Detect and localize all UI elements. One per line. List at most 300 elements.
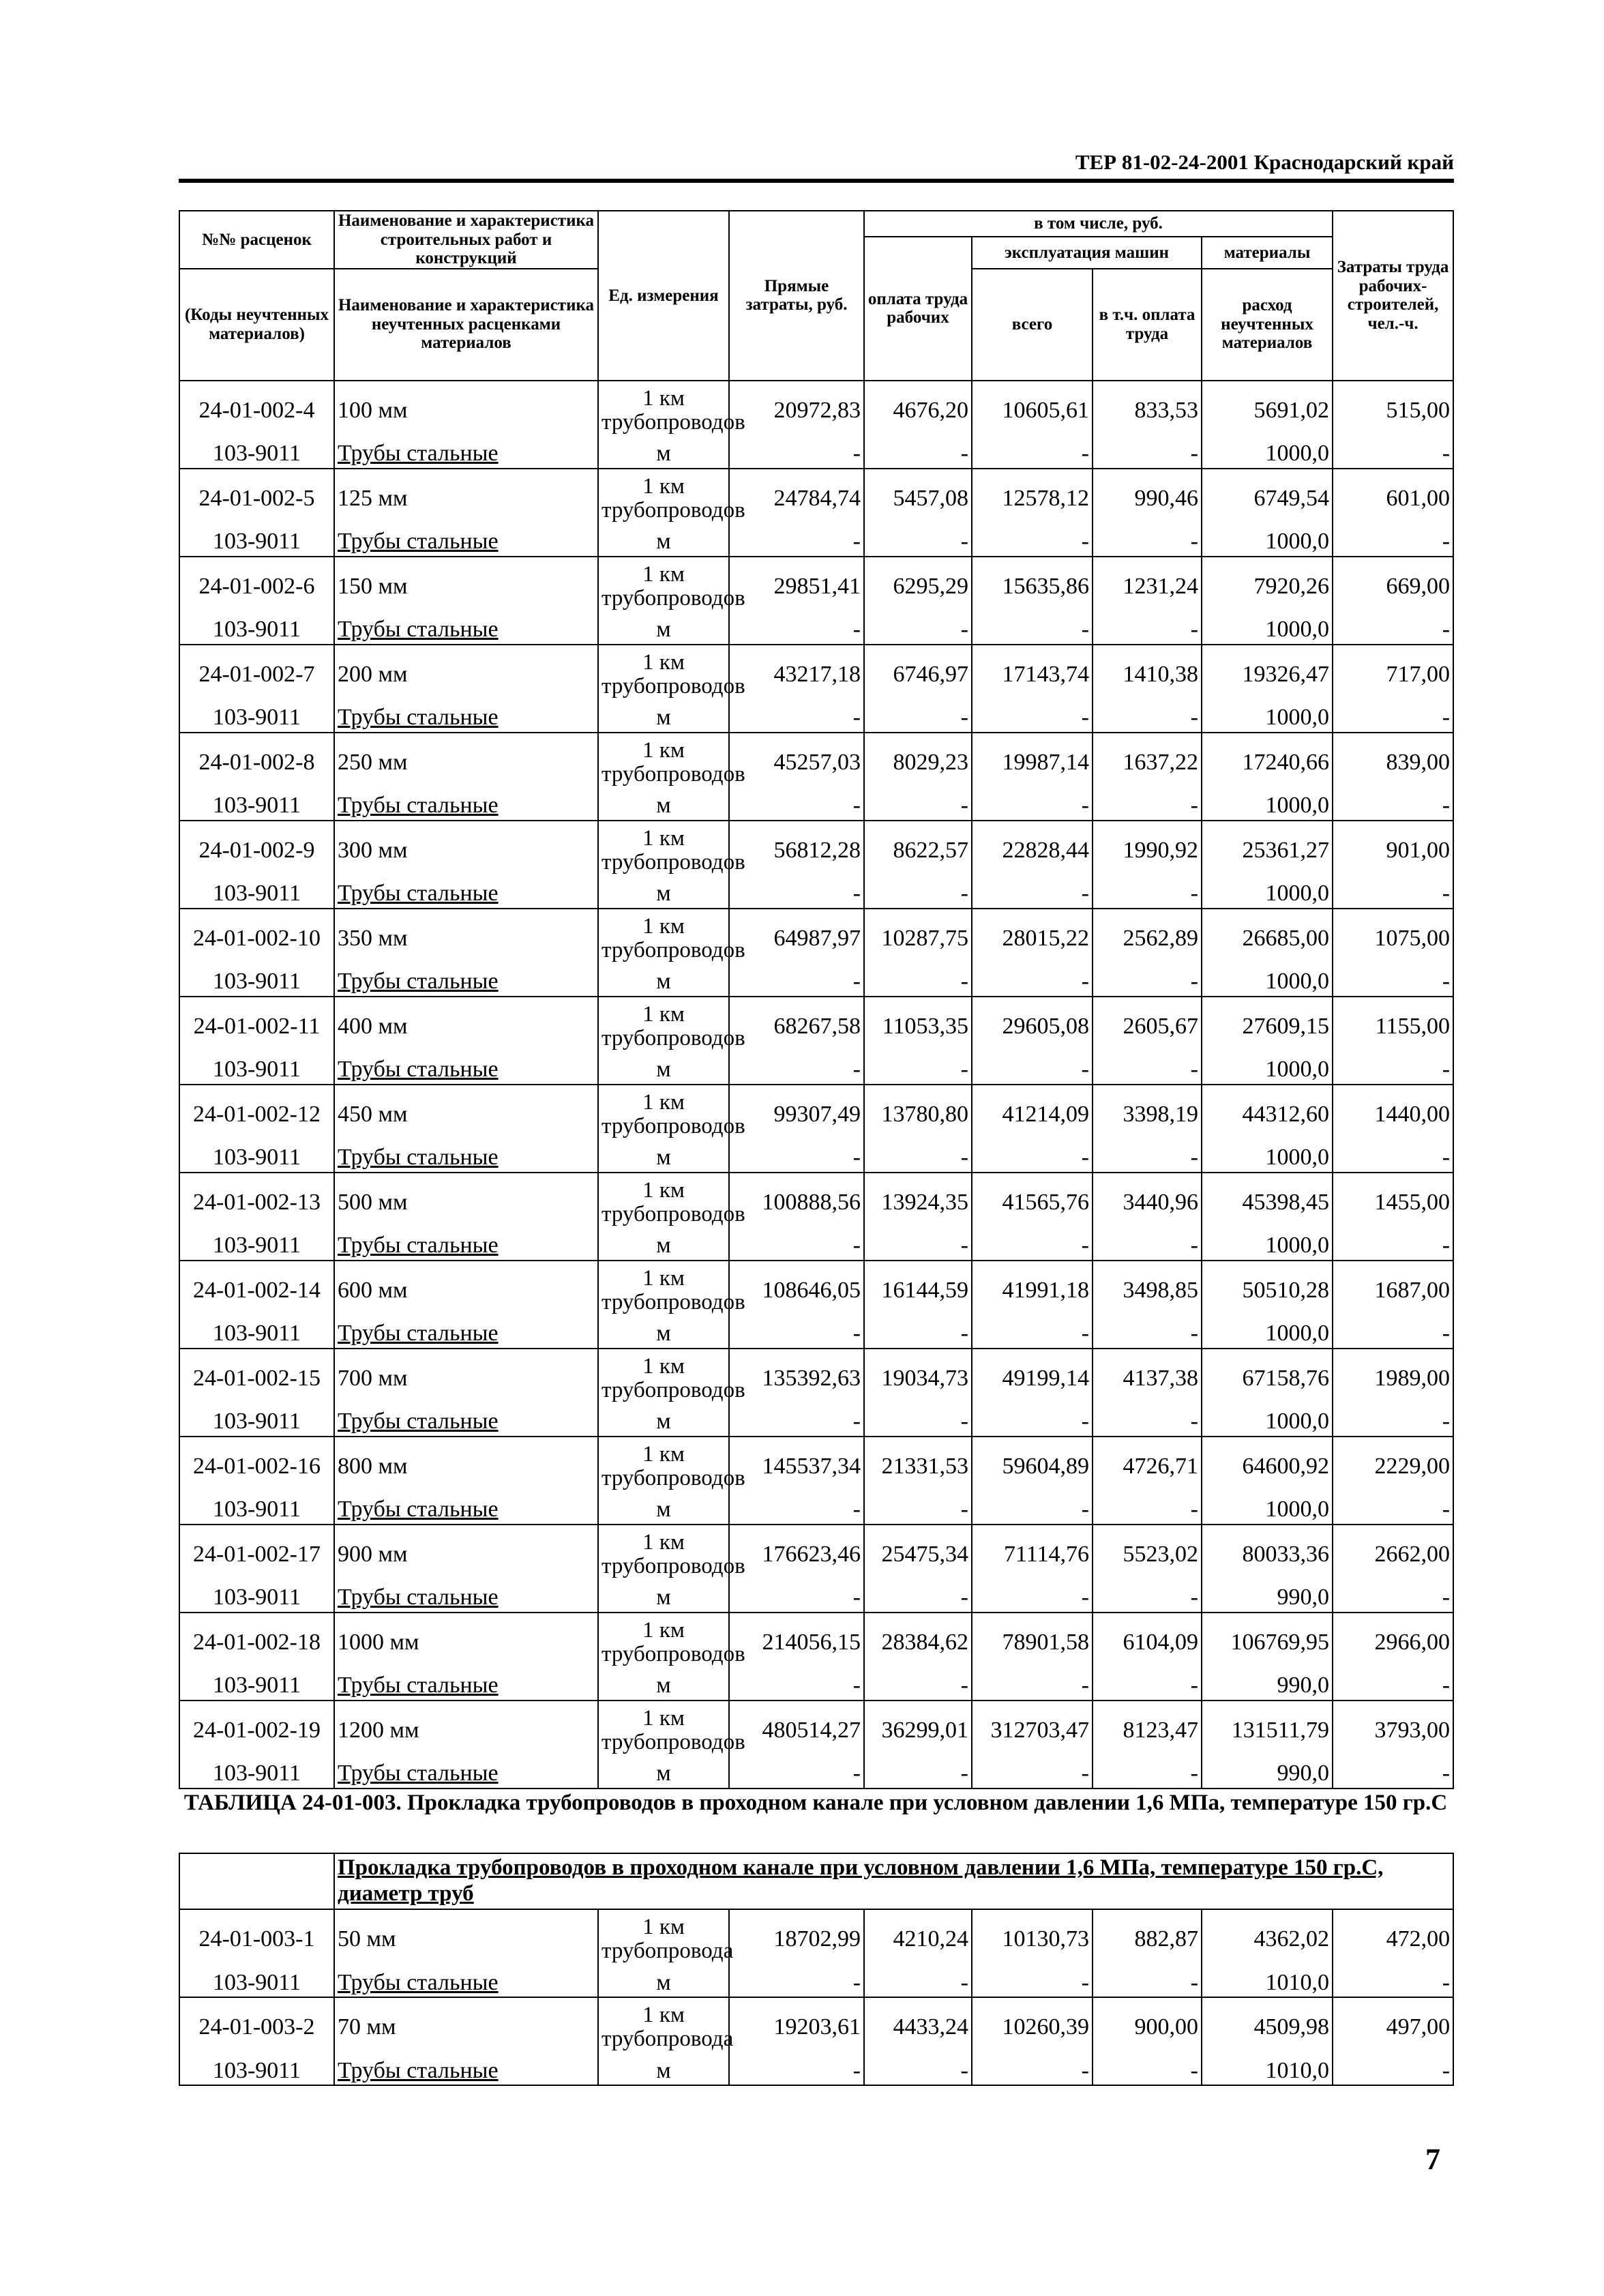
material-name: Трубы стальные	[334, 1232, 598, 1261]
table-body-003	[179, 1853, 1453, 2085]
material-unit: м	[598, 616, 729, 645]
material-machines-wages: -	[1093, 1584, 1202, 1613]
material-consumption: 990,0	[1202, 1672, 1333, 1701]
materials: 4362,02	[1202, 1909, 1333, 1969]
direct-costs: 24784,74	[729, 469, 864, 528]
material-wages: -	[864, 528, 972, 557]
work-name: 70 мм	[334, 1997, 598, 2057]
materials: 4509,98	[1202, 1997, 1333, 2057]
materials: 19326,47	[1202, 645, 1333, 704]
material-consumption: 1000,0	[1202, 704, 1333, 733]
materials: 45398,45	[1202, 1173, 1333, 1232]
material-unit: м	[598, 1232, 729, 1261]
machines-total: 10260,39	[972, 1997, 1093, 2057]
material-wages: -	[864, 1056, 972, 1085]
material-labor: -	[1333, 1144, 1453, 1173]
rate-code: 24-01-002-19	[179, 1701, 334, 1760]
material-labor: -	[1333, 1496, 1453, 1525]
material-row	[179, 616, 1453, 645]
direct-costs: 176623,46	[729, 1525, 864, 1584]
table-row	[179, 1349, 1453, 1408]
machines-wages: 1637,22	[1093, 733, 1202, 792]
wages: 28384,62	[864, 1613, 972, 1672]
material-machines-wages: -	[1093, 1408, 1202, 1437]
material-name: Трубы стальные	[334, 1056, 598, 1085]
material-unit: м	[598, 440, 729, 469]
material-consumption: 1000,0	[1202, 528, 1333, 557]
material-consumption: 1000,0	[1202, 616, 1333, 645]
direct-costs: 145537,34	[729, 1437, 864, 1496]
material-wages: -	[864, 1969, 972, 1997]
labor-costs: 717,00	[1333, 645, 1453, 704]
unit: 1 км трубопроводов	[598, 1613, 729, 1672]
machines-wages: 2605,67	[1093, 997, 1202, 1056]
material-consumption: 1000,0	[1202, 1056, 1333, 1085]
direct-costs: 29851,41	[729, 557, 864, 616]
machines-total: 29605,08	[972, 997, 1093, 1056]
material-code: 103-9011	[179, 1969, 334, 1997]
material-machines-wages: -	[1093, 704, 1202, 733]
material-machines-total: -	[972, 880, 1093, 909]
material-row	[179, 1969, 1453, 1997]
rate-code: 24-01-003-1	[179, 1909, 334, 1969]
unit: 1 км трубопроводов	[598, 909, 729, 968]
direct-costs: 99307,49	[729, 1085, 864, 1144]
material-consumption: 990,0	[1202, 1760, 1333, 1789]
machines-wages: 990,46	[1093, 469, 1202, 528]
labor-costs: 1075,00	[1333, 909, 1453, 968]
material-machines-wages: -	[1093, 1320, 1202, 1349]
direct-costs: 64987,97	[729, 909, 864, 968]
material-machines-wages: -	[1093, 440, 1202, 469]
header-machines-wages: в т.ч. оплата труда	[1093, 269, 1202, 381]
machines-total: 10130,73	[972, 1909, 1093, 1969]
machines-total: 41565,76	[972, 1173, 1093, 1232]
table-body	[179, 381, 1453, 1789]
material-row	[179, 1144, 1453, 1173]
material-wages: -	[864, 616, 972, 645]
materials: 27609,15	[1202, 997, 1333, 1056]
material-unit: м	[598, 1969, 729, 1997]
wages: 4210,24	[864, 1909, 972, 1969]
materials: 7920,26	[1202, 557, 1333, 616]
table-row	[179, 909, 1453, 968]
material-code: 103-9011	[179, 528, 334, 557]
materials: 67158,76	[1202, 1349, 1333, 1408]
material-labor: -	[1333, 1672, 1453, 1701]
material-code: 103-9011	[179, 1056, 334, 1085]
material-wages: -	[864, 1672, 972, 1701]
table-row	[179, 645, 1453, 704]
material-code: 103-9011	[179, 1232, 334, 1261]
wages: 16144,59	[864, 1261, 972, 1320]
labor-costs: 2229,00	[1333, 1437, 1453, 1496]
material-name: Трубы стальные	[334, 1672, 598, 1701]
machines-wages: 3398,19	[1093, 1085, 1202, 1144]
machines-total: 22828,44	[972, 821, 1093, 880]
machines-total: 59604,89	[972, 1437, 1093, 1496]
material-row	[179, 968, 1453, 997]
material-labor: -	[1333, 792, 1453, 821]
material-name: Трубы стальные	[334, 1496, 598, 1525]
machines-total: 15635,86	[972, 557, 1093, 616]
material-row	[179, 1232, 1453, 1261]
rate-code: 24-01-002-5	[179, 469, 334, 528]
material-consumption: 1000,0	[1202, 1232, 1333, 1261]
material-machines-total: -	[972, 440, 1093, 469]
work-name: 400 мм	[334, 997, 598, 1056]
material-name: Трубы стальные	[334, 528, 598, 557]
work-name: 1000 мм	[334, 1613, 598, 1672]
direct-costs: 45257,03	[729, 733, 864, 792]
material-row	[179, 792, 1453, 821]
material-direct: -	[729, 792, 864, 821]
wages: 19034,73	[864, 1349, 972, 1408]
material-name: Трубы стальные	[334, 1320, 598, 1349]
material-name: Трубы стальные	[334, 1408, 598, 1437]
material-wages: -	[864, 1760, 972, 1789]
work-name: 300 мм	[334, 821, 598, 880]
machines-wages: 3440,96	[1093, 1173, 1202, 1232]
direct-costs: 135392,63	[729, 1349, 864, 1408]
material-direct: -	[729, 528, 864, 557]
direct-costs: 20972,83	[729, 381, 864, 440]
material-wages: -	[864, 1232, 972, 1261]
header-code-bottom: (Коды неучтенных материалов)	[179, 269, 334, 381]
work-name: 125 мм	[334, 469, 598, 528]
machines-total: 41214,09	[972, 1085, 1093, 1144]
material-consumption: 1000,0	[1202, 1144, 1333, 1173]
material-direct: -	[729, 1760, 864, 1789]
material-name: Трубы стальные	[334, 1584, 598, 1613]
materials: 17240,66	[1202, 733, 1333, 792]
unit: 1 км трубопровода	[598, 1997, 729, 2057]
material-labor: -	[1333, 1760, 1453, 1789]
rate-code: 24-01-002-16	[179, 1437, 334, 1496]
table-row	[179, 1437, 1453, 1496]
direct-costs: 19203,61	[729, 1997, 864, 2057]
material-consumption: 1000,0	[1202, 1408, 1333, 1437]
rates-table	[179, 210, 1454, 1789]
machines-wages: 4137,38	[1093, 1349, 1202, 1408]
material-row	[179, 440, 1453, 469]
rate-code: 24-01-002-8	[179, 733, 334, 792]
unit: 1 км трубопроводов	[598, 381, 729, 440]
material-machines-total: -	[972, 1232, 1093, 1261]
machines-wages: 4726,71	[1093, 1437, 1202, 1496]
material-machines-total: -	[972, 1672, 1093, 1701]
work-name: 700 мм	[334, 1349, 598, 1408]
machines-total: 49199,14	[972, 1349, 1093, 1408]
work-name: 150 мм	[334, 557, 598, 616]
table-row	[179, 1997, 1453, 2057]
material-labor: -	[1333, 880, 1453, 909]
material-name: Трубы стальные	[334, 440, 598, 469]
materials: 80033,36	[1202, 1525, 1333, 1584]
rate-code: 24-01-002-6	[179, 557, 334, 616]
work-name: 500 мм	[334, 1173, 598, 1232]
rate-code: 24-01-002-7	[179, 645, 334, 704]
material-code: 103-9011	[179, 1584, 334, 1613]
material-unit: м	[598, 1672, 729, 1701]
labor-costs: 2966,00	[1333, 1613, 1453, 1672]
work-name: 100 мм	[334, 381, 598, 440]
work-name: 600 мм	[334, 1261, 598, 1320]
material-unit: м	[598, 1056, 729, 1085]
material-machines-wages: -	[1093, 880, 1202, 909]
machines-wages: 833,53	[1093, 381, 1202, 440]
material-code: 103-9011	[179, 1408, 334, 1437]
wages: 4676,20	[864, 381, 972, 440]
work-name: 800 мм	[334, 1437, 598, 1496]
material-machines-total: -	[972, 1408, 1093, 1437]
material-consumption: 1010,0	[1202, 2057, 1333, 2085]
material-code: 103-9011	[179, 2057, 334, 2085]
direct-costs: 56812,28	[729, 821, 864, 880]
machines-wages: 6104,09	[1093, 1613, 1202, 1672]
material-name: Трубы стальные	[334, 1760, 598, 1789]
header-machines-total: всего	[972, 269, 1093, 381]
material-consumption: 1000,0	[1202, 1496, 1333, 1525]
material-machines-total: -	[972, 1584, 1093, 1613]
material-machines-total: -	[972, 968, 1093, 997]
unit: 1 км трубопроводов	[598, 1261, 729, 1320]
material-labor: -	[1333, 1584, 1453, 1613]
wages: 10287,75	[864, 909, 972, 968]
material-labor: -	[1333, 1056, 1453, 1085]
material-code: 103-9011	[179, 1496, 334, 1525]
material-row	[179, 1760, 1453, 1789]
material-code: 103-9011	[179, 880, 334, 909]
labor-costs: 2662,00	[1333, 1525, 1453, 1584]
material-direct: -	[729, 880, 864, 909]
material-direct: -	[729, 440, 864, 469]
empty-cell	[179, 1853, 334, 1909]
table-row	[179, 1173, 1453, 1232]
machines-wages: 8123,47	[1093, 1701, 1202, 1760]
material-row	[179, 1584, 1453, 1613]
material-unit: м	[598, 1408, 729, 1437]
header-direct: Прямые затраты, руб.	[729, 211, 864, 381]
material-direct: -	[729, 616, 864, 645]
material-wages: -	[864, 1320, 972, 1349]
rate-code: 24-01-002-4	[179, 381, 334, 440]
wages: 8622,57	[864, 821, 972, 880]
material-row	[179, 704, 1453, 733]
table-row	[179, 1909, 1453, 1969]
unit: 1 км трубопроводов	[598, 1085, 729, 1144]
material-row	[179, 528, 1453, 557]
material-machines-wages: -	[1093, 1969, 1202, 1997]
header-rule	[179, 179, 1454, 183]
table-row	[179, 1261, 1453, 1320]
material-machines-total: -	[972, 528, 1093, 557]
wages: 25475,34	[864, 1525, 972, 1584]
material-direct: -	[729, 1672, 864, 1701]
unit: 1 км трубопроводов	[598, 1173, 729, 1232]
material-labor: -	[1333, 440, 1453, 469]
labor-costs: 1687,00	[1333, 1261, 1453, 1320]
material-wages: -	[864, 1408, 972, 1437]
header-machines: эксплуатация машин	[972, 237, 1202, 269]
header-code-top: №№ расценок	[179, 211, 334, 269]
material-consumption: 990,0	[1202, 1584, 1333, 1613]
section-title: ТАБЛИЦА 24-01-003. Прокладка трубопроводов в проходном канале при условном давлении 1,6 МПа, температуре 150 гр.С	[183, 1791, 1448, 1815]
table-row	[179, 1525, 1453, 1584]
wages: 6295,29	[864, 557, 972, 616]
material-wages: -	[864, 968, 972, 997]
rate-code: 24-01-002-17	[179, 1525, 334, 1584]
wages: 13924,35	[864, 1173, 972, 1232]
header-materials: материалы	[1202, 237, 1333, 269]
material-wages: -	[864, 1584, 972, 1613]
material-machines-total: -	[972, 1056, 1093, 1085]
header-including: в том числе, руб.	[864, 211, 1333, 237]
rate-code: 24-01-002-18	[179, 1613, 334, 1672]
material-machines-wages: -	[1093, 1760, 1202, 1789]
labor-costs: 1440,00	[1333, 1085, 1453, 1144]
machines-total: 19987,14	[972, 733, 1093, 792]
table-row	[179, 1085, 1453, 1144]
material-code: 103-9011	[179, 1320, 334, 1349]
material-labor: -	[1333, 528, 1453, 557]
header-materials-unaccounted: расход неучтенных материалов	[1202, 269, 1333, 381]
materials: 6749,54	[1202, 469, 1333, 528]
material-unit: м	[598, 1320, 729, 1349]
material-consumption: 1000,0	[1202, 968, 1333, 997]
material-consumption: 1000,0	[1202, 1320, 1333, 1349]
labor-costs: 839,00	[1333, 733, 1453, 792]
material-machines-wages: -	[1093, 792, 1202, 821]
material-consumption: 1010,0	[1202, 1969, 1333, 1997]
table-row	[179, 381, 1453, 440]
rate-code: 24-01-002-11	[179, 997, 334, 1056]
material-unit: м	[598, 704, 729, 733]
labor-costs: 1455,00	[1333, 1173, 1453, 1232]
unit: 1 км трубопроводов	[598, 1525, 729, 1584]
material-unit: м	[598, 1496, 729, 1525]
material-wages: -	[864, 792, 972, 821]
material-consumption: 1000,0	[1202, 880, 1333, 909]
material-unit: м	[598, 880, 729, 909]
wages: 6746,97	[864, 645, 972, 704]
section-subtitle-row	[179, 1853, 1453, 1909]
material-unit: м	[598, 792, 729, 821]
material-consumption: 1000,0	[1202, 792, 1333, 821]
rate-code: 24-01-002-15	[179, 1349, 334, 1408]
material-labor: -	[1333, 1320, 1453, 1349]
material-machines-wages: -	[1093, 1144, 1202, 1173]
material-labor: -	[1333, 2057, 1453, 2085]
labor-costs: 497,00	[1333, 1997, 1453, 2057]
work-name: 1200 мм	[334, 1701, 598, 1760]
machines-wages: 1990,92	[1093, 821, 1202, 880]
material-unit: м	[598, 528, 729, 557]
unit: 1 км трубопроводов	[598, 997, 729, 1056]
material-machines-wages: -	[1093, 1232, 1202, 1261]
rate-code: 24-01-002-14	[179, 1261, 334, 1320]
material-machines-total: -	[972, 792, 1093, 821]
material-labor: -	[1333, 968, 1453, 997]
material-direct: -	[729, 2057, 864, 2085]
material-direct: -	[729, 1232, 864, 1261]
material-direct: -	[729, 1320, 864, 1349]
direct-costs: 214056,15	[729, 1613, 864, 1672]
wages: 4433,24	[864, 1997, 972, 2057]
rate-code: 24-01-002-13	[179, 1173, 334, 1232]
table-row	[179, 1701, 1453, 1760]
table-row	[179, 997, 1453, 1056]
material-row	[179, 880, 1453, 909]
machines-total: 312703,47	[972, 1701, 1093, 1760]
wages: 8029,23	[864, 733, 972, 792]
rate-code: 24-01-002-10	[179, 909, 334, 968]
material-code: 103-9011	[179, 616, 334, 645]
materials: 131511,79	[1202, 1701, 1333, 1760]
material-name: Трубы стальные	[334, 968, 598, 997]
table-row	[179, 1613, 1453, 1672]
page-number: 7	[1425, 2143, 1440, 2176]
machines-total: 12578,12	[972, 469, 1093, 528]
wages: 11053,35	[864, 997, 972, 1056]
material-machines-wages: -	[1093, 528, 1202, 557]
unit: 1 км трубопроводов	[598, 557, 729, 616]
labor-costs: 1989,00	[1333, 1349, 1453, 1408]
work-name: 350 мм	[334, 909, 598, 968]
unit: 1 км трубопроводов	[598, 645, 729, 704]
material-labor: -	[1333, 1969, 1453, 1997]
material-machines-total: -	[972, 1969, 1093, 1997]
material-machines-wages: -	[1093, 1672, 1202, 1701]
material-machines-wages: -	[1093, 2057, 1202, 2085]
labor-costs: 601,00	[1333, 469, 1453, 528]
machines-wages: 2562,89	[1093, 909, 1202, 968]
material-row	[179, 1408, 1453, 1437]
material-direct: -	[729, 968, 864, 997]
material-machines-total: -	[972, 1760, 1093, 1789]
materials: 50510,28	[1202, 1261, 1333, 1320]
material-name: Трубы стальные	[334, 880, 598, 909]
material-row	[179, 1496, 1453, 1525]
direct-costs: 100888,56	[729, 1173, 864, 1232]
table-head	[179, 211, 1453, 381]
materials: 25361,27	[1202, 821, 1333, 880]
work-name: 200 мм	[334, 645, 598, 704]
section-subtitle: Прокладка трубопроводов в проходном канале при условном давлении 1,6 МПа, температуре 150 гр.С, диаметр труб	[334, 1853, 1453, 1909]
materials: 44312,60	[1202, 1085, 1333, 1144]
machines-total: 10605,61	[972, 381, 1093, 440]
unit: 1 км трубопроводов	[598, 469, 729, 528]
page-header: ТЕР 81-02-24-2001 Краснодарский край	[1075, 150, 1454, 174]
table-row	[179, 469, 1453, 528]
material-machines-wages: -	[1093, 968, 1202, 997]
labor-costs: 472,00	[1333, 1909, 1453, 1969]
machines-total: 41991,18	[972, 1261, 1093, 1320]
material-name: Трубы стальные	[334, 792, 598, 821]
material-name: Трубы стальные	[334, 616, 598, 645]
unit: 1 км трубопроводов	[598, 733, 729, 792]
machines-total: 28015,22	[972, 909, 1093, 968]
material-labor: -	[1333, 704, 1453, 733]
header-labor: Затраты труда рабочих-строителей, чел.-ч.	[1333, 211, 1453, 381]
material-wages: -	[864, 880, 972, 909]
material-code: 103-9011	[179, 1760, 334, 1789]
work-name: 900 мм	[334, 1525, 598, 1584]
material-row	[179, 1056, 1453, 1085]
material-machines-total: -	[972, 704, 1093, 733]
material-machines-total: -	[972, 1144, 1093, 1173]
material-direct: -	[729, 1496, 864, 1525]
